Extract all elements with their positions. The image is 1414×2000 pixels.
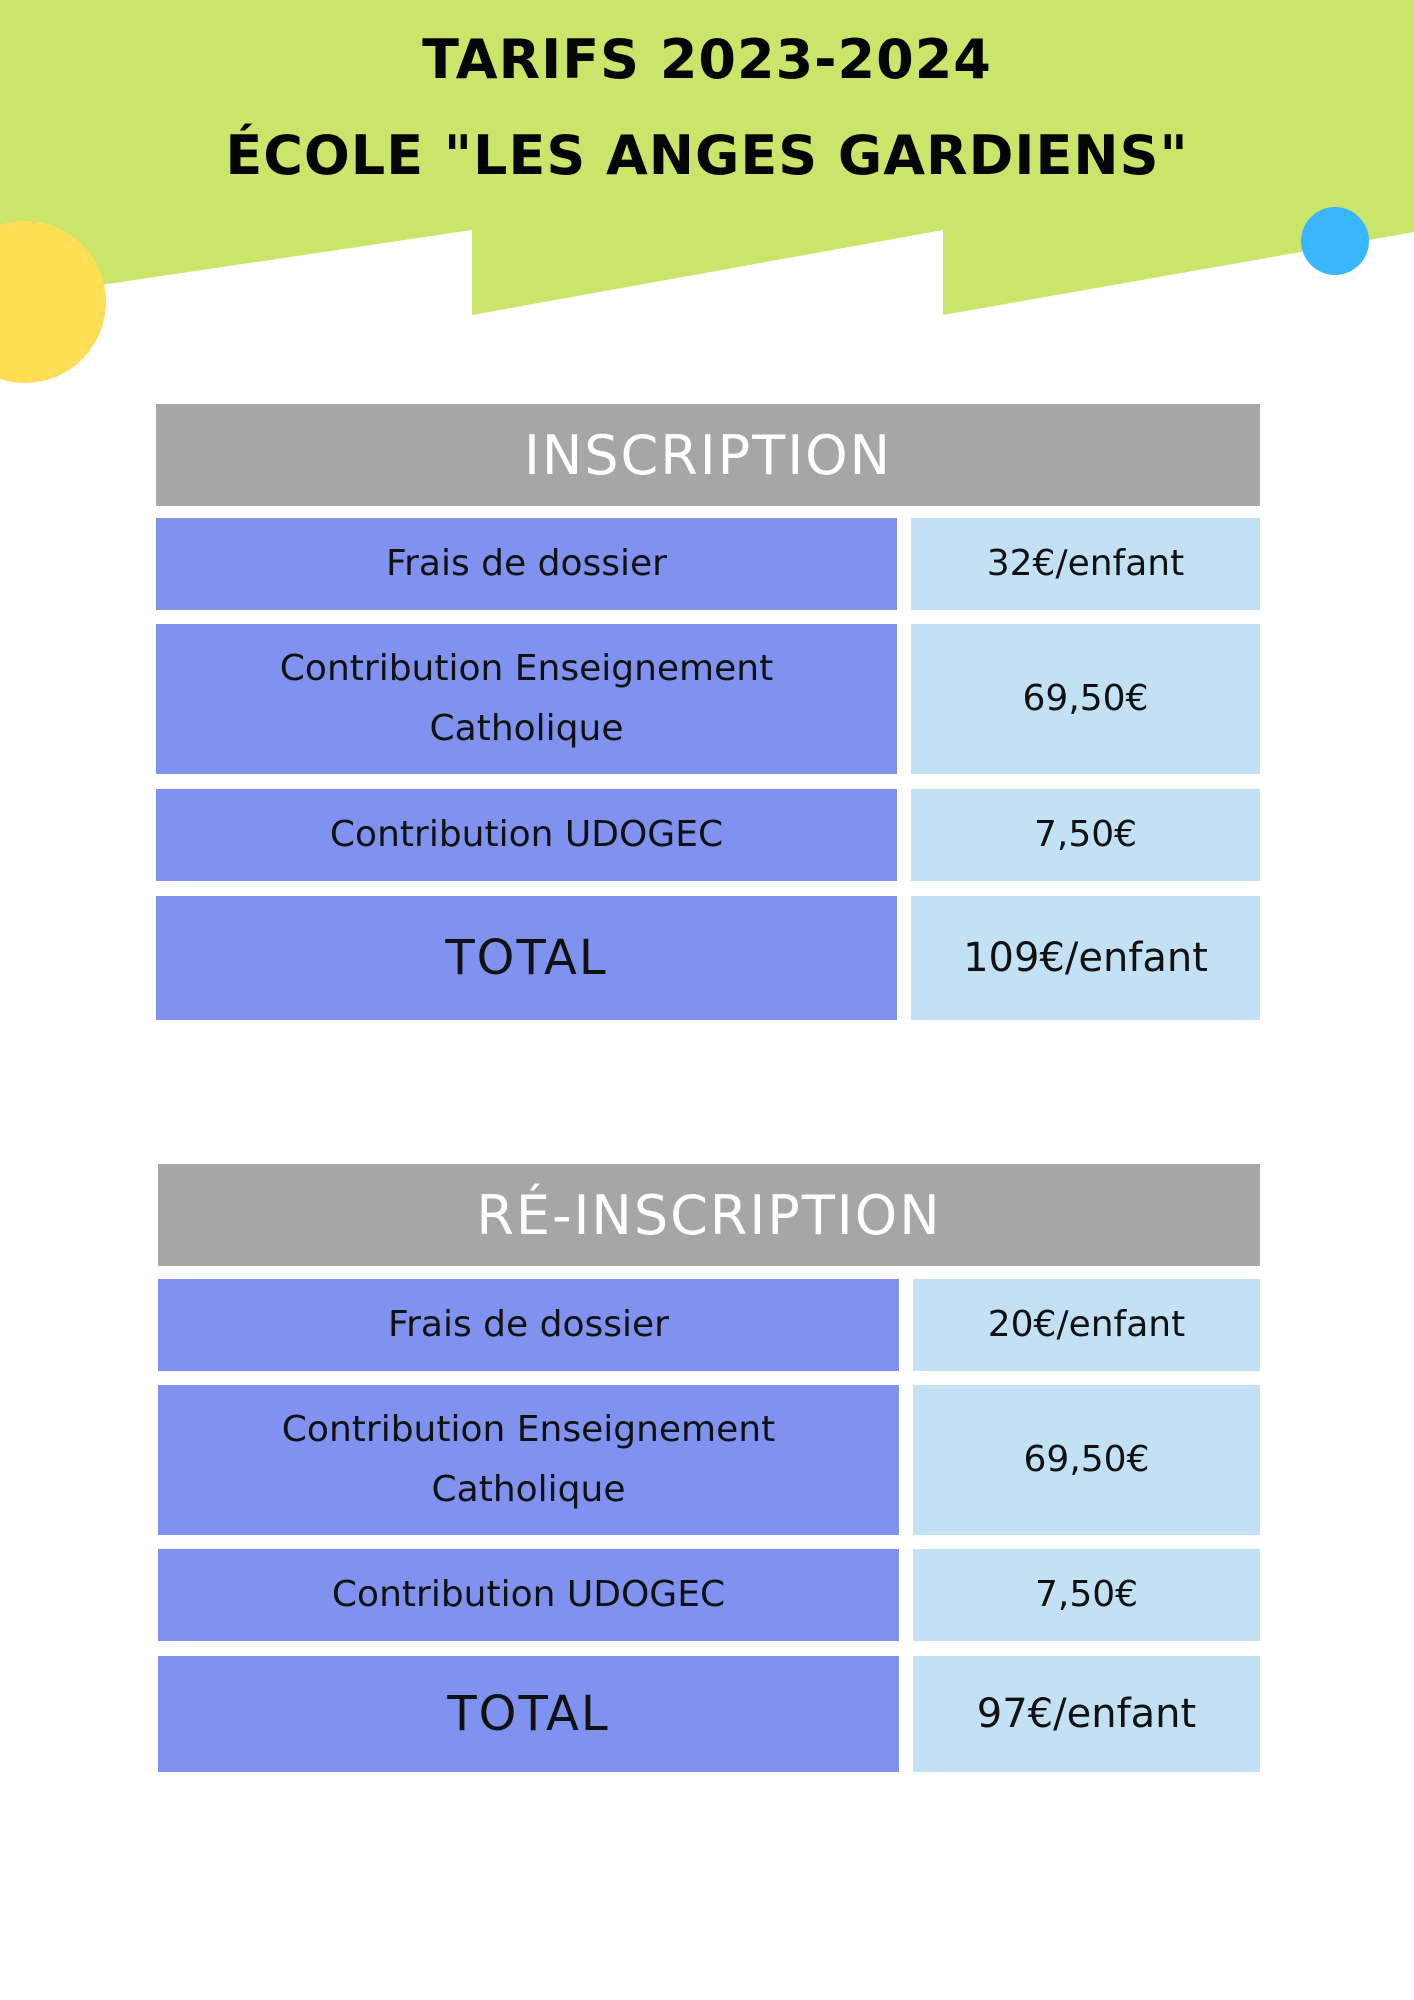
inscription-header: INSCRIPTION <box>156 404 1260 506</box>
inscription-contribution-udogec-label: Contribution UDOGEC <box>156 789 897 881</box>
blue-circle-decoration <box>1301 207 1369 275</box>
reinscription-header: RÉ-INSCRIPTION <box>158 1164 1260 1266</box>
reinscription-total-value: 97€/enfant <box>913 1656 1260 1772</box>
inscription-frais-dossier-label: Frais de dossier <box>156 518 897 610</box>
inscription-frais-dossier-value: 32€/enfant <box>911 518 1260 610</box>
inscription-contribution-enseignement-label: Contribution Enseignement Catholique <box>156 624 897 774</box>
inscription-total-label: TOTAL <box>156 896 897 1020</box>
inscription-total-value: 109€/enfant <box>911 896 1260 1020</box>
page-title-line-2: ÉCOLE "LES ANGES GARDIENS" <box>225 124 1189 187</box>
reinscription-frais-dossier-label: Frais de dossier <box>158 1279 899 1371</box>
inscription-contribution-udogec-value: 7,50€ <box>911 789 1260 881</box>
page-title-line-1: TARIFS 2023-2024 <box>422 28 992 91</box>
reinscription-contribution-enseignement-label: Contribution Enseignement Catholique <box>158 1385 899 1535</box>
inscription-contribution-enseignement-value: 69,50€ <box>911 624 1260 774</box>
reinscription-frais-dossier-value: 20€/enfant <box>913 1279 1260 1371</box>
reinscription-total-label: TOTAL <box>158 1656 899 1772</box>
reinscription-contribution-enseignement-value: 69,50€ <box>913 1385 1260 1535</box>
reinscription-contribution-udogec-label: Contribution UDOGEC <box>158 1549 899 1641</box>
reinscription-contribution-udogec-value: 7,50€ <box>913 1549 1260 1641</box>
